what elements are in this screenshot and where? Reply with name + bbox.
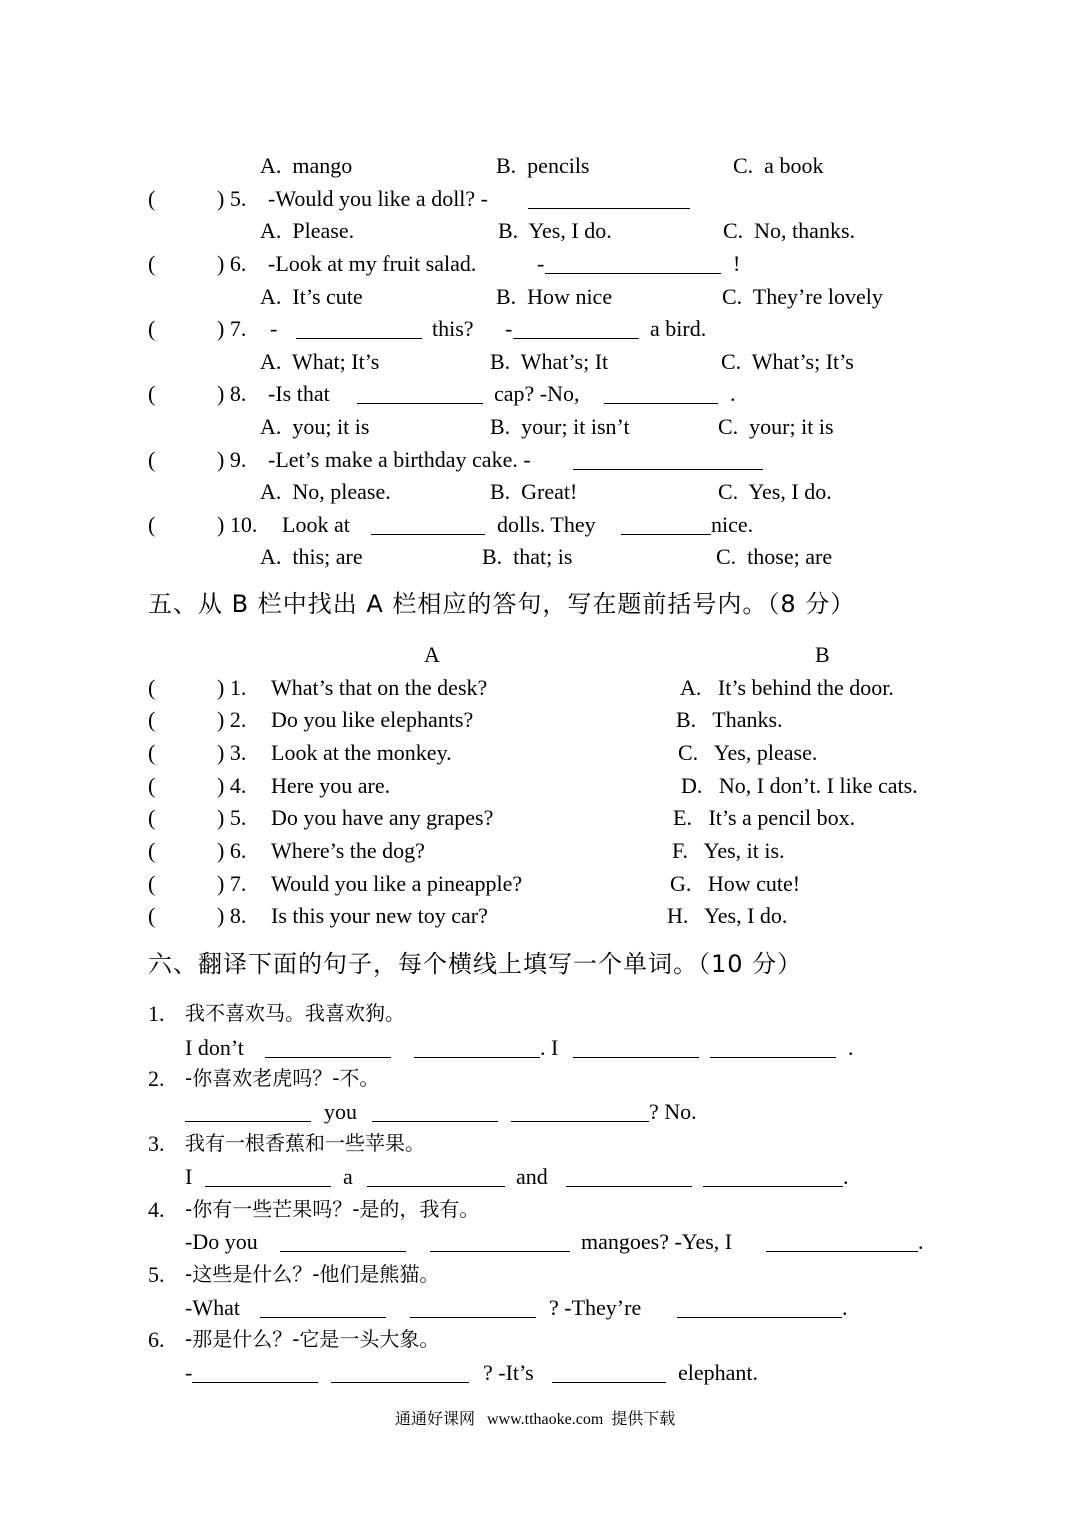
q9-number: ) 9. [217,447,247,472]
s3-number: 3. [148,1131,165,1156]
q9-paren: ( [148,447,156,472]
match-number: ) 5. [217,805,247,830]
s5-blank-2[interactable] [410,1317,536,1318]
q7-option-a: A. What; It’s [260,349,380,374]
s6-text-2: ? -It’s [483,1360,534,1385]
match-paren[interactable]: ( [148,871,156,896]
s2-blank-1[interactable] [185,1121,311,1122]
q10-end: nice. [711,512,754,537]
match-question: Look at the monkey. [271,740,452,765]
q10-number: ) 10. [217,512,258,537]
section-6-heading: 六、翻译下面的句子，每个横线上填写一个单词。（10 分） [148,950,803,978]
q8-option-c: C. your; it is [718,414,834,439]
q6-option-b: B. How nice [496,284,613,309]
s3-period: . [843,1164,849,1189]
s2-blank-2[interactable] [372,1121,498,1122]
q6-paren: ( [148,251,156,276]
s2-number: 2. [148,1066,165,1091]
s1-blank-4[interactable] [710,1057,836,1058]
match-answer: E. It’s a pencil box. [673,805,856,830]
s5-number: 5. [148,1262,165,1287]
column-b-header: B [815,642,830,667]
q9-option-b: B. Great! [490,479,578,504]
q6-question: -Look at my fruit salad. [268,251,477,276]
s3-text-2: a [343,1164,353,1189]
s6-blank-2[interactable] [331,1382,469,1383]
s6-number: 6. [148,1327,165,1352]
q7-option-c: C. What’s; It’s [721,349,854,374]
match-question: Where’s the dog? [271,838,425,863]
q6-number: ) 6. [217,251,247,276]
match-answer: B. Thanks. [676,707,783,732]
q4-option-a: A. mango [260,153,353,178]
s4-text-1: -Do you [185,1229,258,1254]
s4-blank-1[interactable] [280,1251,406,1252]
q7-this: this? [432,316,474,341]
q10-question: Look at [282,512,350,537]
q8-option-b: B. your; it isn’t [490,414,630,439]
s5-chinese: -这些是什么？-他们是熊猫。 [185,1262,440,1286]
match-paren[interactable]: ( [148,675,156,700]
q10-mid: dolls. They [497,512,596,537]
q8-mid: cap? -No, [494,381,580,406]
s6-chinese: -那是什么？-它是一头大象。 [185,1327,440,1351]
s5-blank-1[interactable] [260,1317,386,1318]
match-question: Here you are. [271,773,391,798]
s6-text-3: elephant. [678,1360,759,1385]
q4-option-b: B. pencils [496,153,590,178]
match-question: Would you like a pineapple? [271,871,523,896]
q9-answer-blank[interactable] [573,469,763,470]
s2-text-1: you [324,1099,357,1124]
q7-paren: ( [148,316,156,341]
match-answer: A. It’s behind the door. [680,675,894,700]
s6-blank-3[interactable] [552,1382,666,1383]
section-5-heading: 五、从 B 栏中找出 A 栏相应的答句，写在题前括号内。（8 分） [148,590,856,618]
s4-blank-2[interactable] [430,1251,570,1252]
s2-text-2: ? No. [649,1099,697,1124]
q7-option-b: B. What’s; It [490,349,609,374]
q7-dash-2: - [505,316,513,341]
s1-period: . [848,1035,854,1060]
q10-option-c: C. those; are [716,544,833,569]
match-answer: D. No, I don’t. I like cats. [681,773,918,798]
match-question: What’s that on the desk? [271,675,488,700]
q5-option-b: B. Yes, I do. [498,218,612,243]
q6-option-c: C. They’re lovely [722,284,883,309]
match-question: Is this your new toy car? [271,903,488,928]
s5-period: . [842,1295,848,1320]
q8-number: ) 8. [217,381,247,406]
match-paren[interactable]: ( [148,805,156,830]
s3-blank-3[interactable] [566,1186,692,1187]
s3-blank-2[interactable] [367,1186,505,1187]
s6-blank-1[interactable] [192,1382,318,1383]
s5-blank-3[interactable] [677,1317,842,1318]
q6-option-a: A. It’s cute [260,284,363,309]
s1-blank-1[interactable] [265,1057,391,1058]
q5-option-a: A. Please. [260,218,355,243]
s4-text-2: mangoes? -Yes, I [581,1229,733,1254]
s3-text-1: I [185,1164,193,1189]
s5-text-1: -What [185,1295,240,1320]
q10-option-a: A. this; are [260,544,363,569]
q7-dash: - [270,316,278,341]
q10-option-b: B. that; is [482,544,573,569]
s4-blank-3[interactable] [766,1251,918,1252]
q7-blank-1[interactable] [296,338,422,339]
match-paren[interactable]: ( [148,903,156,928]
s1-blank-2[interactable] [414,1057,540,1058]
s1-number: 1. [148,1001,165,1026]
q9-question: -Let’s make a birthday cake. - [268,447,531,472]
match-answer: G. How cute! [670,871,801,896]
s3-blank-1[interactable] [205,1186,331,1187]
q8-blank-1[interactable] [357,403,483,404]
match-number: ) 7. [217,871,247,896]
s1-chinese: 我不喜欢马。我喜欢狗。 [185,1001,405,1025]
s2-chinese: -你喜欢老虎吗？-不。 [185,1066,380,1090]
match-paren[interactable]: ( [148,740,156,765]
match-number: ) 1. [217,675,247,700]
match-question: Do you have any grapes? [271,805,494,830]
q6-answer-blank[interactable] [545,273,721,274]
s3-blank-4[interactable] [703,1186,843,1187]
match-answer: H. Yes, I do. [667,903,788,928]
match-paren[interactable]: ( [148,773,156,798]
column-a-header: A [424,642,440,667]
q5-answer-blank[interactable] [528,208,690,209]
q8-end: . [730,381,736,406]
s3-text-3: and [516,1164,548,1189]
q7-number: ) 7. [217,316,247,341]
s2-blank-3[interactable] [511,1121,649,1122]
match-number: ) 4. [217,773,247,798]
s4-chinese: -你有一些芒果吗？-是的，我有。 [185,1197,480,1221]
q9-option-a: A. No, please. [260,479,391,504]
q6-exclaim: ! [733,251,741,276]
s5-text-2: ? -They’re [549,1295,642,1320]
s1-text-2: . I [540,1035,559,1060]
q5-question: -Would you like a doll? - [268,186,489,211]
q4-option-c: C. a book [733,153,824,178]
match-paren[interactable]: ( [148,707,156,732]
q8-blank-2[interactable] [604,403,718,404]
q7-blank-2[interactable] [513,338,639,339]
s4-number: 4. [148,1197,165,1222]
page-footer: 通通好课网 www.tthaoke.com 提供下载 [395,1411,676,1428]
s1-text-1: I don’t [185,1035,244,1060]
match-number: ) 2. [217,707,247,732]
q5-option-c: C. No, thanks. [723,218,855,243]
q6-dash: - [537,251,545,276]
match-question: Do you like elephants? [271,707,474,732]
q10-paren: ( [148,512,156,537]
match-number: ) 6. [217,838,247,863]
s4-period: . [918,1229,924,1254]
s6-dash: - [185,1360,193,1385]
match-paren[interactable]: ( [148,838,156,863]
q9-option-c: C. Yes, I do. [718,479,832,504]
s1-blank-3[interactable] [573,1057,699,1058]
match-answer: F. Yes, it is. [672,838,785,863]
q7-end: a bird. [650,316,707,341]
q10-blank-1[interactable] [371,534,485,535]
match-number: ) 3. [217,740,247,765]
s3-chinese: 我有一根香蕉和一些苹果。 [185,1131,425,1155]
q10-blank-2[interactable] [621,534,711,535]
q8-option-a: A. you; it is [260,414,370,439]
match-answer: C. Yes, please. [678,740,818,765]
q5-number: ) 5. [217,186,247,211]
match-number: ) 8. [217,903,247,928]
q5-paren: ( [148,186,156,211]
q8-paren: ( [148,381,156,406]
q8-question: -Is that [268,381,330,406]
